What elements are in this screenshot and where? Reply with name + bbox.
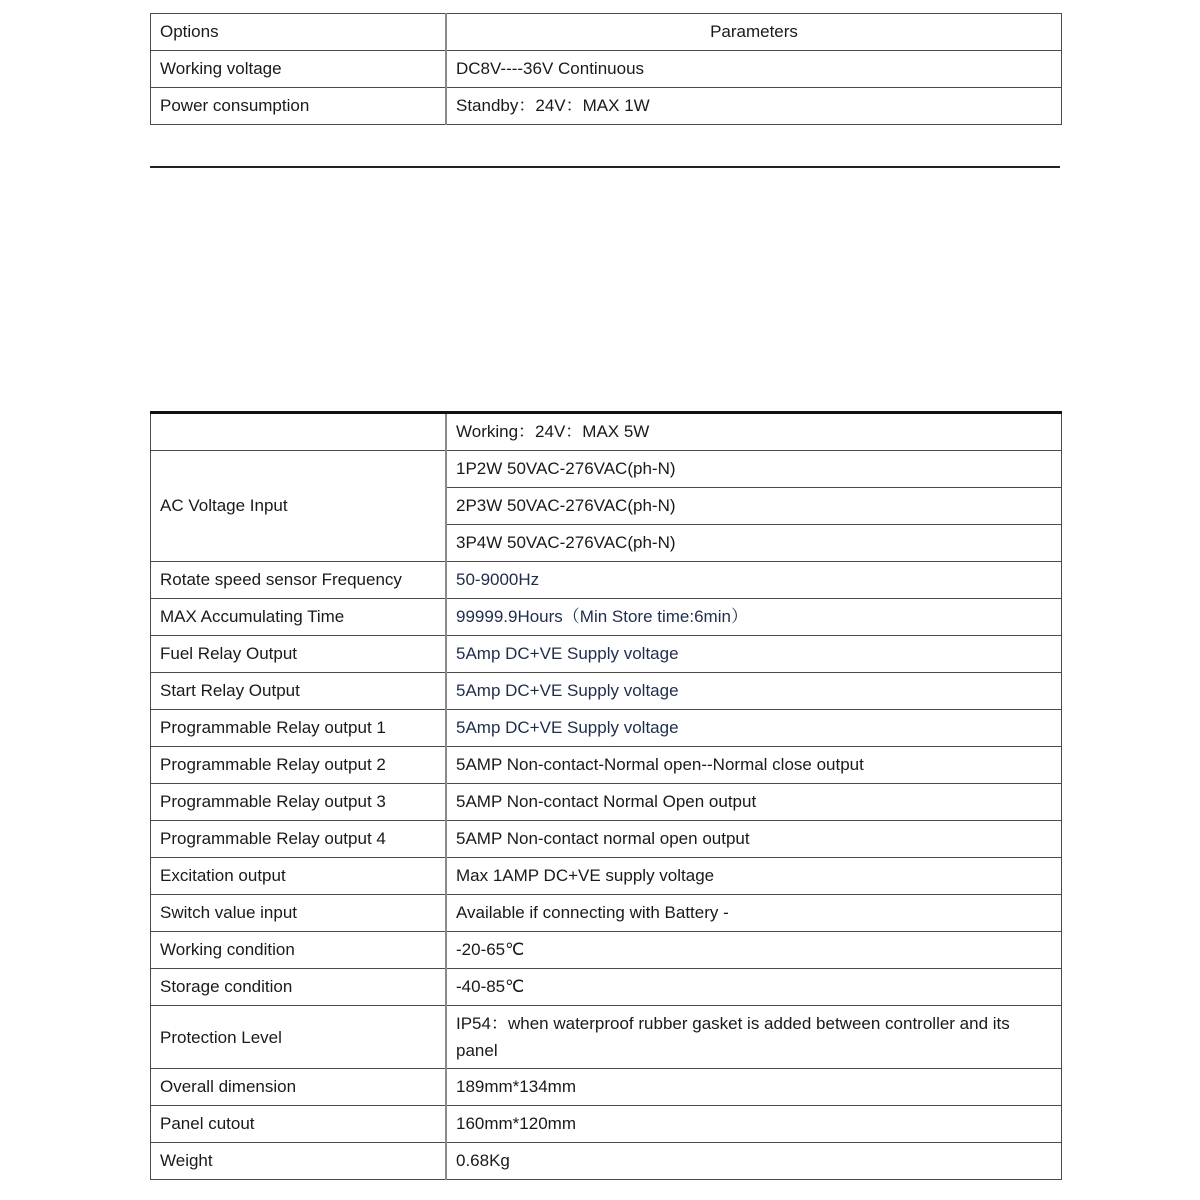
option-cell: Working condition bbox=[151, 932, 447, 969]
option-cell-ac-voltage: AC Voltage Input bbox=[151, 451, 447, 562]
table-row bbox=[151, 636, 1062, 673]
table-row bbox=[151, 1106, 1062, 1143]
table-row bbox=[151, 599, 1062, 636]
section-divider bbox=[150, 166, 1060, 168]
parameter-cell: Available if connecting with Battery - bbox=[446, 895, 1062, 932]
table-row bbox=[151, 710, 1062, 747]
parameter-cell: -40-85℃ bbox=[446, 969, 1062, 1006]
spec-table-power bbox=[150, 13, 1062, 125]
option-cell: Storage condition bbox=[151, 969, 447, 1006]
parameter-cell: IP54：when waterproof rubber gasket is added between controller and its panel bbox=[446, 1006, 1062, 1069]
parameter-cell: Max 1AMP DC+VE supply voltage bbox=[446, 858, 1062, 895]
option-cell: Panel cutout bbox=[151, 1106, 447, 1143]
parameter-cell: -20-65℃ bbox=[446, 932, 1062, 969]
table-row bbox=[151, 88, 1062, 125]
parameter-cell: 5AMP Non-contact-Normal open--Normal close output bbox=[446, 747, 1062, 784]
option-cell bbox=[151, 413, 447, 451]
parameter-cell: 50-9000Hz bbox=[446, 562, 1062, 599]
option-cell: Weight bbox=[151, 1143, 447, 1180]
table-row bbox=[151, 451, 1062, 488]
parameter-cell: 2P3W 50VAC-276VAC(ph-N) bbox=[446, 488, 1062, 525]
header-options: Options bbox=[151, 14, 447, 51]
table-row bbox=[151, 1069, 1062, 1106]
option-cell: Programmable Relay output 3 bbox=[151, 784, 447, 821]
parameter-cell: 3P4W 50VAC-276VAC(ph-N) bbox=[446, 525, 1062, 562]
table-row bbox=[151, 747, 1062, 784]
parameter-cell: 1P2W 50VAC-276VAC(ph-N) bbox=[446, 451, 1062, 488]
option-cell: Power consumption bbox=[151, 88, 447, 125]
parameter-cell: 5AMP Non-contact Normal Open output bbox=[446, 784, 1062, 821]
spec-table-details bbox=[150, 411, 1062, 1180]
option-cell: Switch value input bbox=[151, 895, 447, 932]
option-cell: Programmable Relay output 4 bbox=[151, 821, 447, 858]
table-row bbox=[151, 673, 1062, 710]
parameter-cell: 0.68Kg bbox=[446, 1143, 1062, 1180]
parameter-cell: DC8V----36V Continuous bbox=[446, 51, 1062, 88]
table-row bbox=[151, 969, 1062, 1006]
parameter-cell: 5Amp DC+VE Supply voltage bbox=[446, 636, 1062, 673]
table-header-row bbox=[151, 14, 1062, 51]
parameter-cell: Standby：24V：MAX 1W bbox=[446, 88, 1062, 125]
option-cell: Excitation output bbox=[151, 858, 447, 895]
option-cell: Protection Level bbox=[151, 1006, 447, 1069]
option-cell: Overall dimension bbox=[151, 1069, 447, 1106]
table-row bbox=[151, 932, 1062, 969]
header-parameters: Parameters bbox=[446, 14, 1062, 51]
table-row bbox=[151, 784, 1062, 821]
option-cell: Programmable Relay output 2 bbox=[151, 747, 447, 784]
option-cell: MAX Accumulating Time bbox=[151, 599, 447, 636]
table-row bbox=[151, 858, 1062, 895]
parameter-cell: 5Amp DC+VE Supply voltage bbox=[446, 673, 1062, 710]
parameter-cell: 189mm*134mm bbox=[446, 1069, 1062, 1106]
parameter-cell: 5AMP Non-contact normal open output bbox=[446, 821, 1062, 858]
table-row bbox=[151, 821, 1062, 858]
parameter-cell: 160mm*120mm bbox=[446, 1106, 1062, 1143]
table-row bbox=[151, 51, 1062, 88]
option-cell: Programmable Relay output 1 bbox=[151, 710, 447, 747]
parameter-cell: 99999.9Hours（Min Store time:6min） bbox=[446, 599, 1062, 636]
option-cell: Working voltage bbox=[151, 51, 447, 88]
parameter-cell: 5Amp DC+VE Supply voltage bbox=[446, 710, 1062, 747]
table-row bbox=[151, 562, 1062, 599]
parameter-cell: Working：24V：MAX 5W bbox=[446, 413, 1062, 451]
table-row bbox=[151, 1143, 1062, 1180]
option-cell: Rotate speed sensor Frequency bbox=[151, 562, 447, 599]
option-cell: Start Relay Output bbox=[151, 673, 447, 710]
table-row bbox=[151, 413, 1062, 451]
table-row bbox=[151, 1006, 1062, 1069]
table-row bbox=[151, 895, 1062, 932]
option-cell: Fuel Relay Output bbox=[151, 636, 447, 673]
